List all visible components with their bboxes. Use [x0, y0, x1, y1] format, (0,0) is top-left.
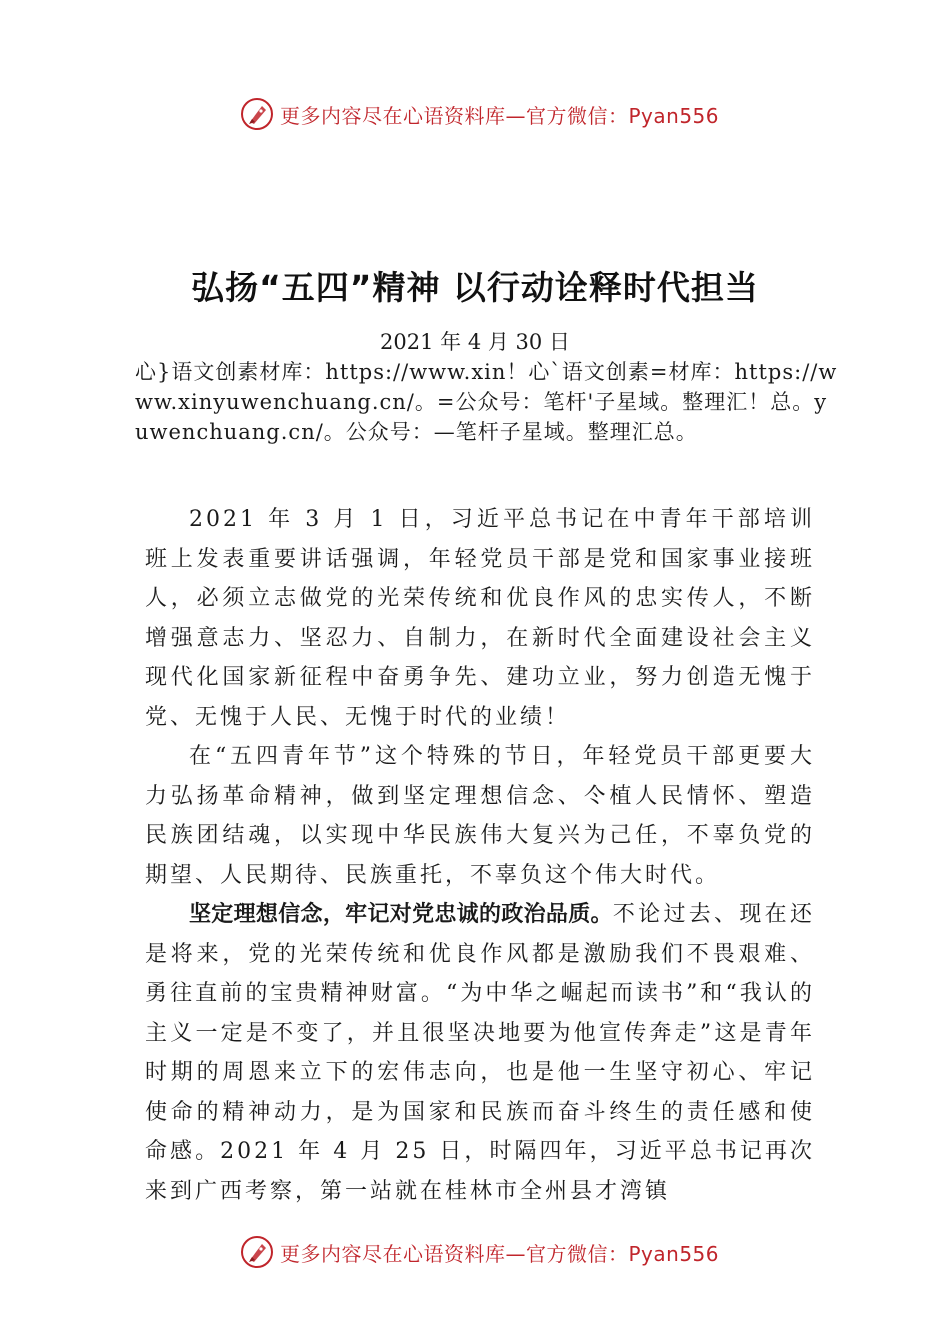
- paragraph-text: 2021 年 3 月 1 日，习近平总书记在中青年干部培训班上发表重要讲话强调，年轻党员干部是党和国家事业接班人，必须立志做党的光荣传统和优良作风的忠实传人，不断增强意志力、坚忍力、自制力，在新时代全面建设社会主义现代化国家新征程中奋勇争先、建功立业，努力创造无愧于党、无愧于人民、无愧于时代的业绩！: [145, 507, 815, 730]
- footer-banner-text: 更多内容尽在心语资料库—官方微信：Pyan556: [280, 1241, 720, 1266]
- source-line: 心}语文创素材库：https://www.xin！心`语文创素=材库：https://www.xinyuwenchuang.cn/。=公众号：笔杆'子星域。整理汇！总。yuwenchuang.cn/。公众号：—笔杆子星域。整理汇总。: [135, 360, 838, 444]
- paragraph-1: [145, 500, 815, 737]
- header-banner-text: 更多内容尽在心语资料库—官方微信：Pyan556: [280, 103, 720, 128]
- header-banner: [240, 96, 719, 132]
- paragraph-lead-bold: 坚定理想信念，牢记对党忠诚的政治品质。: [189, 902, 613, 927]
- pen-nib-logo-icon: [240, 1235, 274, 1269]
- footer-banner: [240, 1234, 719, 1270]
- pen-nib-logo-icon: [240, 97, 274, 131]
- article-title: 弘扬“五四”精神 以行动诠释时代担当: [191, 268, 759, 307]
- article-date: 2021 年 4 月 30 日: [380, 330, 570, 354]
- paragraph-3: [145, 895, 815, 1211]
- paragraph-text: 不论过去、现在还是将来，党的光荣传统和优良作风都是激励我们不畏艰难、勇往直前的宝贵精神财富。“为中华之崛起而读书”和“我认的主义一定是不变了，并且很坚决地要为他宣传奔走”这是青年时期的周恩来立下的宏伟志向，也是他一生坚守初心、牢记使命的精神动力，是为国家和民族而奋斗终生的责任感和使命感。2021 年 4 月 25 日，时隔四年，习近平总书记再次来到广西考察，第一站就在桂林市全州县才湾镇: [145, 902, 815, 1204]
- paragraph-2: [145, 737, 815, 895]
- paragraph-text: 在“五四青年节”这个特殊的节日，年轻党员干部更要大力弘扬革命精神，做到坚定理想信念、仒植人民情怀、塑造民族团结魂，以实现中华民族伟大复兴为己任，不辜负党的期望、人民期待、民族重托，不辜负这个伟大时代。: [145, 744, 815, 888]
